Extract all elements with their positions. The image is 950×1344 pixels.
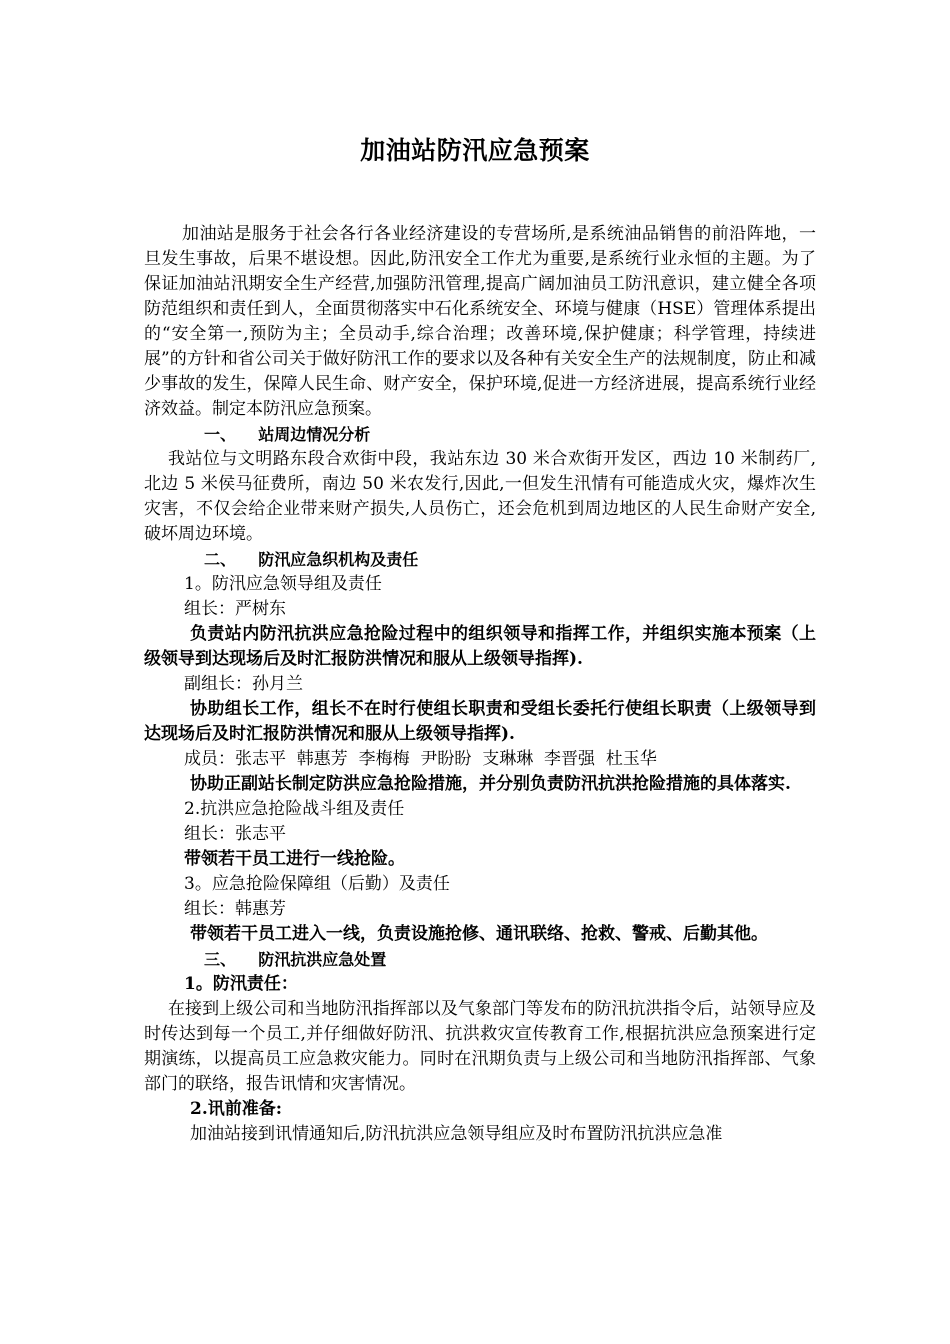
group-1-deputy: 副组长：孙月兰 [184, 674, 303, 694]
document-title: 加油站防汛应急预案 [360, 136, 590, 165]
group-1-leader: 组长：严树东 [184, 599, 286, 619]
group-1-leader-duty: 负责站内防汛抗洪应急抢险过程中的组织领导和指挥工作，并组织实施本预案（上级领导到达现场后及时汇报防洪情况和服从上级领导指挥). [144, 624, 816, 669]
group-3-leader: 组长：韩惠芳 [184, 899, 286, 919]
group-1-members-duty: 协助正副站长制定防洪应急抢险措施，并分别负责防汛抗洪抢险措施的具体落实. [190, 774, 791, 794]
section-1-paragraph: 我站位与文明路东段合欢街中段，我站东边 30 米合欢街开发区，西边 10 米制药厂,北边 5 米侯马征费所，南边 50 米农发行,因此,一但发生汛情有可能造成火灾，爆炸次生灾害，不仅会给企业带来财产损失,人员伤亡，还会危机到周边地区的人民生命财产安全,破坏周边环境。 [144, 449, 816, 544]
section-heading-1: 一、 站周边情况分析 [204, 425, 371, 444]
item-2-title: 2.讯前准备: [190, 1099, 283, 1119]
group-3-duty: 带领若干员工进入一线，负责设施抢修、通讯联络、抢救、警戒、后勤其他。 [190, 924, 768, 944]
section-heading-3: 三、 防汛抗洪应急处置 [204, 950, 387, 969]
item-1-paragraph: 在接到上级公司和当地防汛指挥部以及气象部门等发布的防汛抗洪指令后，站领导应及时传达到每一个员工,并仔细做好防汛、抗洪救灾宣传教育工作,根据抗洪应急预案进行定期演练，以提高员工应急救灾能力。同时在汛期负责与上级公司和当地防汛指挥部、气象部门的联络，报告讯情和灾害情况。 [144, 999, 816, 1094]
group-2-title: 2.抗洪应急抢险战斗组及责任 [184, 799, 405, 819]
section-heading-2: 二、 防汛应急织机构及责任 [204, 550, 419, 569]
group-1-title: 1。防汛应急领导组及责任 [184, 574, 382, 594]
group-1-deputy-duty: 协助组长工作，组长不在时行使组长职责和受组长委托行使组长职责（上级领导到达现场后及时汇报防洪情况和服从上级领导指挥). [144, 699, 816, 744]
group-3-title: 3。应急抢险保障组（后勤）及责任 [184, 874, 450, 894]
group-2-leader: 组长：张志平 [184, 824, 286, 844]
item-1-title: 1。防汛责任： [184, 974, 298, 994]
intro-paragraph: 加油站是服务于社会各行各业经济建设的专营场所,是系统油品销售的前沿阵地，一旦发生事故，后果不堪设想。因此,防汛安全工作尤为重要,是系统行业永恒的主题。为了保证加油站汛期安全生产经营,加强防汛管理,提高广阔加油员工防汛意识，建立健全各项防范组织和责任到人，全面贯彻落实中石化系统安全、环境与健康（HSE）管理体系提出的“安全第一,预防为主；全员动手,综合治理；改善环境,保护健康；科学管理，持续进展”的方针和省公司关于做好防汛工作的要求以及各种有关安全生产的法规制度，防止和减少事故的发生，保障人民生命、财产安全，保护环境,促进一方经济进展，提高系统行业经济效益。制定本防汛应急预案。 [144, 224, 816, 419]
group-2-duty: 带领若干员工进行一线抢险。 [184, 849, 405, 869]
document-body [144, 222, 816, 1147]
item-2-paragraph: 加油站接到讯情通知后,防汛抗洪应急领导组应及时布置防汛抗洪应急准 [190, 1124, 723, 1144]
group-1-members: 成员：张志平 韩惠芳 李梅梅 尹盼盼 支琳琳 李晋强 杜玉华 [184, 749, 657, 769]
